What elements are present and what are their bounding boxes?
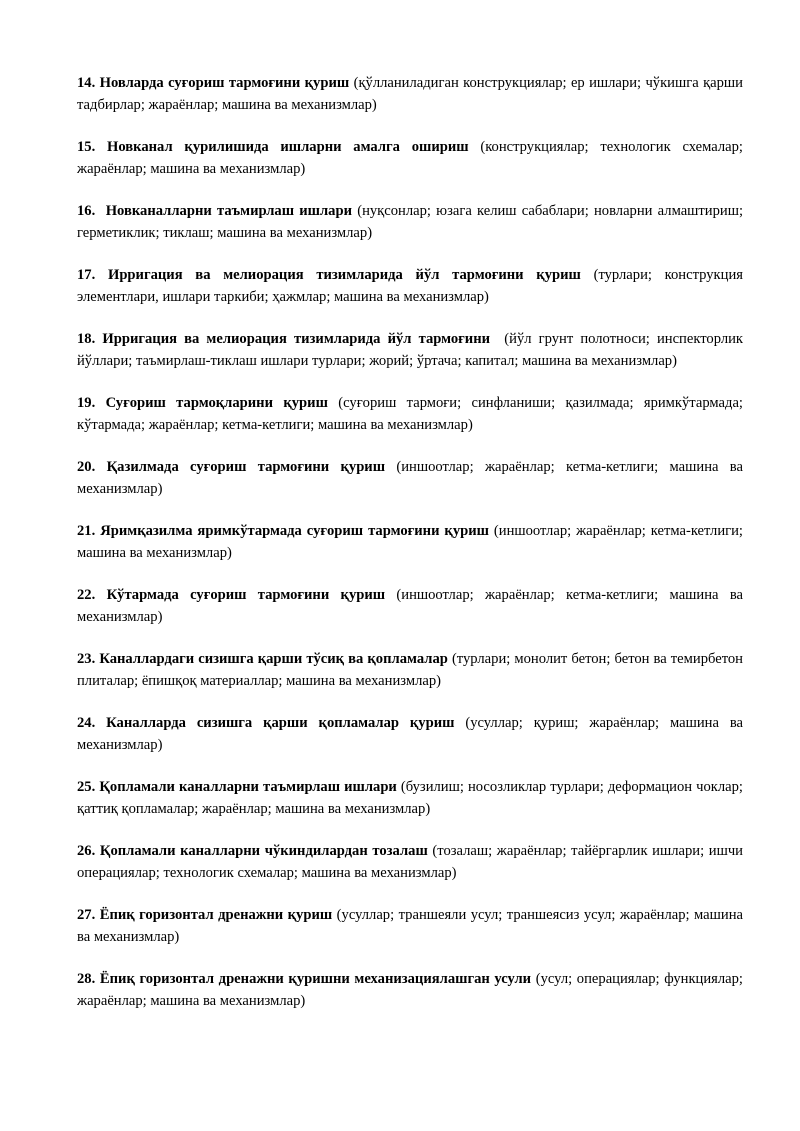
item-heading [77,459,385,475]
item-description: (иншоотлар; жараёнлар; кетма-кетлиги; машина ва механизмлар) [77,459,743,497]
item-title: Каналлардаги сизишга қарши тўсиқ ва қопламалар [99,651,448,667]
item-number: 28. [77,971,96,987]
item-number: 23. [77,651,96,667]
item-description: (турлари; конструкция элементлари, ишлари таркиби; ҳажмлар; машина ва механизмлар) [77,267,743,305]
list-item [77,328,743,372]
item-title: Каналларда сизишга қарши қопламалар қуриш [106,715,455,731]
item-title: Қазилмада суғориш тармоғини қуриш [106,459,386,475]
item-title: Қопламали каналларни таъмирлаш ишлари [99,779,397,795]
item-heading [77,907,332,923]
item-description: (турлари; монолит бетон; бетон ва темирбетон плиталар; ёпишқоқ материаллар; машина ва механизмлар) [77,651,743,689]
item-number: 27. [77,907,96,923]
item-description: (бузилиш; носозликлар турлари; деформацион чоклар; қаттиқ қопламалар; жараёнлар; машина ва механизмлар) [77,779,743,817]
item-number: 21. [77,523,96,539]
item-title: Новканалларни таъмирлаш ишлари [105,203,352,219]
item-title: Ёпиқ горизонтал дренажни қуриш [99,907,333,923]
item-heading [77,203,352,219]
item-description: (нуқсонлар; юзага келиш сабаблари; новларни алмаштириш; герметиклик; тиклаш; машина ва механизмлар) [77,203,744,241]
item-description: (йўл грунт полотноси; инспекторлик йўллари; таъмирлаш-тиклаш ишлари турлари; жорий; ўртача; капитал; машина ва механизмлар) [77,331,744,369]
item-heading [77,331,490,347]
list-item [77,584,743,628]
item-description: (усуллар; қуриш; жараёнлар; машина ва механизмлар) [77,715,743,753]
item-number: 24. [77,715,96,731]
list-item [77,968,743,1012]
list-item [77,776,743,820]
document-page [77,72,743,1032]
item-number: 19. [77,395,96,411]
item-heading [77,75,349,91]
item-title: Яримқазилма яримкўтармада суғориш тармоғини қуриш [100,523,489,539]
item-number: 18. [77,331,96,347]
item-description: (тозалаш; жараёнлар; тайёргарлик ишлари; ишчи операциялар; технологик схемалар; машина ва механизмлар) [77,843,743,881]
item-number: 14. [77,75,96,91]
item-number: 20. [77,459,96,475]
list-item [77,712,743,756]
item-heading [77,139,469,155]
item-title: Новканал қурилишида ишларни амалга ошириш [107,139,469,155]
list-item [77,136,743,180]
item-number: 22. [77,587,96,603]
item-description: (усул; операциялар; функциялар; жараёнлар; машина ва механизмлар) [77,971,743,1009]
list-item [77,904,743,948]
item-title: Қопламали каналларни чўкиндилардан тозалаш [99,843,428,859]
item-title: Ирригация ва мелиорация тизимларида йўл тармоғини қуриш [107,267,581,283]
item-title: Суғориш тармоқларини қуриш [105,395,328,411]
item-description: (иншоотлар; жараёнлар; кетма-кетлиги; машина ва механизмлар) [77,523,743,561]
item-description: (усуллар; траншеяли усул; траншеясиз усул; жараёнлар; машина ва механизмлар) [77,907,743,945]
item-description: (конструкциялар; технологик схемалар; жараёнлар; машина ва механизмлар) [77,139,743,177]
list-item [77,456,743,500]
item-title: Кўтармада суғориш тармоғини қуриш [106,587,386,603]
list-item [77,264,743,308]
item-number: 25. [77,779,96,795]
item-title: Ирригация ва мелиорация тизимларида йўл тармоғини [102,331,491,347]
item-heading [77,267,581,283]
item-number: 26. [77,843,96,859]
list-item [77,392,743,436]
item-title: Новларда суғориш тармоғини қуриш [99,75,350,91]
item-heading [77,395,328,411]
item-description: (иншоотлар; жараёнлар; кетма-кетлиги; машина ва механизмлар) [77,587,743,625]
list-item [77,72,743,116]
item-number: 17. [77,267,96,283]
item-heading [77,843,428,859]
list-item [77,840,743,884]
item-heading [77,651,448,667]
list-item [77,200,743,244]
list-item [77,520,743,564]
item-description: (қўлланиладиган конструкциялар; ер ишлари; чўкишга қарши тадбирлар; жараёнлар; машина ва механизмлар) [77,75,743,113]
item-heading [77,587,385,603]
item-description: (суғориш тармоғи; синфланиши; қазилмада; яримкўтармада; кўтармада; жараёнлар; кетма-кетлиги; машина ва механизмлар) [77,395,743,433]
item-heading [77,715,454,731]
item-title: Ёпиқ горизонтал дренажни қуришни механизациялашган усули [99,971,532,987]
item-heading [77,523,489,539]
item-heading [77,971,531,987]
item-heading [77,779,397,795]
list-item [77,648,743,692]
item-number: 16. [77,203,96,219]
item-number: 15. [77,139,96,155]
